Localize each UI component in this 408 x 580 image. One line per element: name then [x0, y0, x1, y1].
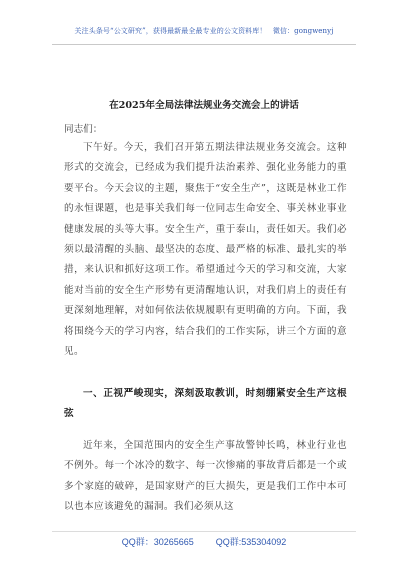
footer-divider: [52, 531, 356, 532]
header-wechat: 微信：gongwenyj: [272, 27, 334, 35]
section-heading-1: 一、正视严峻现实，深刻汲取教训，时刻绷紧安全生产这根弦: [64, 388, 347, 420]
footer-qq-group-2: QQ群:535304092: [215, 537, 287, 547]
salutation: 同志们：: [64, 124, 103, 135]
document-title: 在2025年全局法律法规业务交流会上的讲话: [109, 100, 299, 111]
body-paragraph-2: 近年来，全国范围内的安全生产事故警钟长鸣，林业行业也不例外。每一个冰冷的数字、每一次惨痛的事故背后都是一个或多个家庭的破碎，是国家财产的巨大损失，更是我们工作中本可以也本应该避免的漏洞。我们必须从这: [64, 440, 347, 513]
body-paragraph-1: 下午好。今天，我们召开第五期法律法规业务交流会。这种形式的交流会，已经成为我们提升法治素养、强化业务能力的重要平台。今天会议的主题，聚焦于“安全生产”，这既是林业工作的永恒课题，也是事关我们每一位同志生命安全、事关林业事业健康发展的头等大事。安全生产，重于泰山，责任如天。我们必须以最清醒的头脑、最坚决的态度、最严格的标准、最扎实的举措，来认识和抓好这项工作。希望通过今天的学习和交流，大家能对当前的安全生产形势有更清醒地认识，对我们肩上的责任有更深刻地理解，对如何依法依规履职有更明确的方向。下面，我将围绕今天的学习内容，结合我们的工作实际，讲三个方面的意见。: [64, 142, 347, 358]
footer-contacts: [0, 535, 408, 548]
header-promo-text: 关注头条号“公文研究”，获得最新最全最专业的公文资料库！: [74, 27, 267, 35]
header-promo: [0, 27, 408, 36]
footer-qq-group-1: QQ群：30265665: [121, 537, 194, 547]
header-divider: [52, 44, 356, 45]
